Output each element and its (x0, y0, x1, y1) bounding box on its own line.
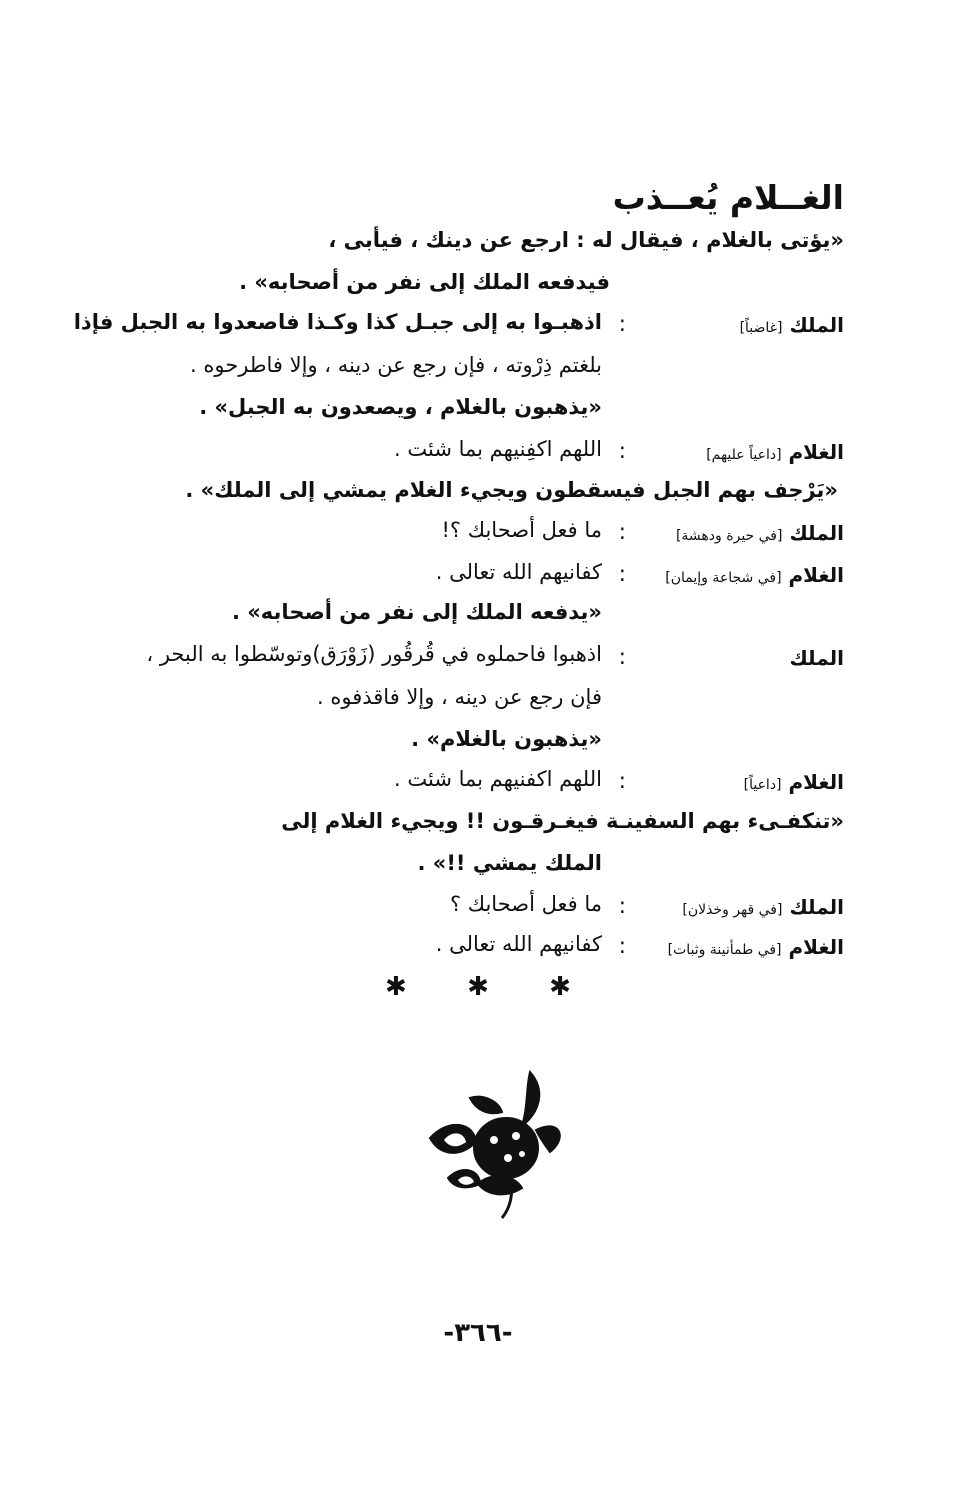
dialogue-line: كفانيهم الله تعالى . (435, 560, 602, 584)
dialogue-colon: : (618, 520, 626, 545)
dialogue-line: اللهم اكفِنيهم بما شئت . (394, 437, 602, 461)
speaker-tone: [غاضباً] (739, 320, 783, 336)
speaker-tone: [في شجاعة وإيمان] (665, 570, 782, 586)
dialogue-colon: : (618, 894, 626, 919)
speaker-label (706, 442, 844, 462)
speaker-name: الملك (789, 895, 844, 919)
speaker-label (665, 565, 844, 585)
dialogue-colon: : (618, 439, 626, 464)
dialogue-line: اللهم اكفنيهم بما شئت . (394, 767, 602, 791)
section-divider-stars: ✱ ✱ ✱ (385, 972, 571, 1002)
stage-direction: «يذهبون بالغلام ، ويصعدون به الجبل» . (199, 395, 602, 419)
dialogue-colon: : (618, 934, 626, 959)
speaker-tone: [في قهر وخذلان] (682, 902, 783, 918)
speaker-label (668, 937, 844, 957)
page-number: -٣٦٦- (443, 1318, 513, 1348)
speaker-name: الملك (789, 313, 844, 337)
speaker-name: الملك (789, 521, 844, 545)
flower-ornament-icon (418, 1060, 576, 1220)
stage-direction: «يَرْجف بهم الجبل فيسقطون ويجيء الغلام يمشي إلى الملك» . (185, 478, 838, 502)
speaker-tone: [في حيرة ودهشة] (675, 528, 783, 544)
speaker-name: الغلام (788, 935, 844, 959)
speaker-name: الغلام (788, 440, 844, 464)
dialogue-line: ما فعل أصحابك ؟! (441, 518, 602, 542)
dialogue-line: اذهبوا فاحملوه في قُرقُور (زَوْرَق)وتوسّطوا به البحر ، (146, 642, 602, 666)
dialogue-colon: : (618, 769, 626, 794)
speaker-tone: [في طمأنينة وثبات] (667, 942, 782, 958)
dialogue-colon: : (618, 645, 626, 670)
stage-direction: «تنكفـىء بهم السفينـة فيغـرقـون !! ويجيء الغلام إلى (281, 809, 844, 833)
dialogue-line: اذهبـوا به إلى جبـل كذا وكـذا فاصعدوا به الجبل فإذا (73, 310, 602, 334)
section-title: الغــلام يُعــذب (612, 178, 844, 217)
speaker-name: الغلام (788, 563, 844, 587)
dialogue-colon: : (618, 562, 626, 587)
speaker-tone: [داعياً] (743, 777, 782, 793)
stage-direction: «يؤتى بالغلام ، فيقال له : ارجع عن دينك ، فيأبى ، (328, 228, 844, 252)
speaker-label (682, 897, 844, 917)
stage-direction: فيدفعه الملك إلى نفر من أصحابه» . (239, 270, 610, 294)
stage-direction: «يدفعه الملك إلى نفر من أصحابه» . (231, 600, 602, 624)
speaker-tone: [داعياً عليهم] (706, 447, 782, 463)
speaker-name: الملك (789, 646, 844, 670)
speaker-label (676, 523, 844, 543)
stage-direction: الملك يمشي !!» . (417, 851, 602, 875)
dialogue-line: بلغتم ذِرْوته ، فإن رجع عن دينه ، وإلا فاطرحوه . (190, 353, 602, 377)
speaker-label (740, 315, 844, 335)
stage-direction: «يذهبون بالغلام» . (411, 727, 602, 751)
speaker-name: الغلام (788, 770, 844, 794)
dialogue-line: ما فعل أصحابك ؟ (449, 892, 602, 916)
dialogue-line: فإن رجع عن دينه ، وإلا فاقذفوه . (317, 685, 602, 709)
speaker-label (744, 772, 844, 792)
dialogue-line: كفانيهم الله تعالى . (435, 932, 602, 956)
dialogue-colon: : (618, 312, 626, 337)
speaker-label (789, 648, 844, 668)
